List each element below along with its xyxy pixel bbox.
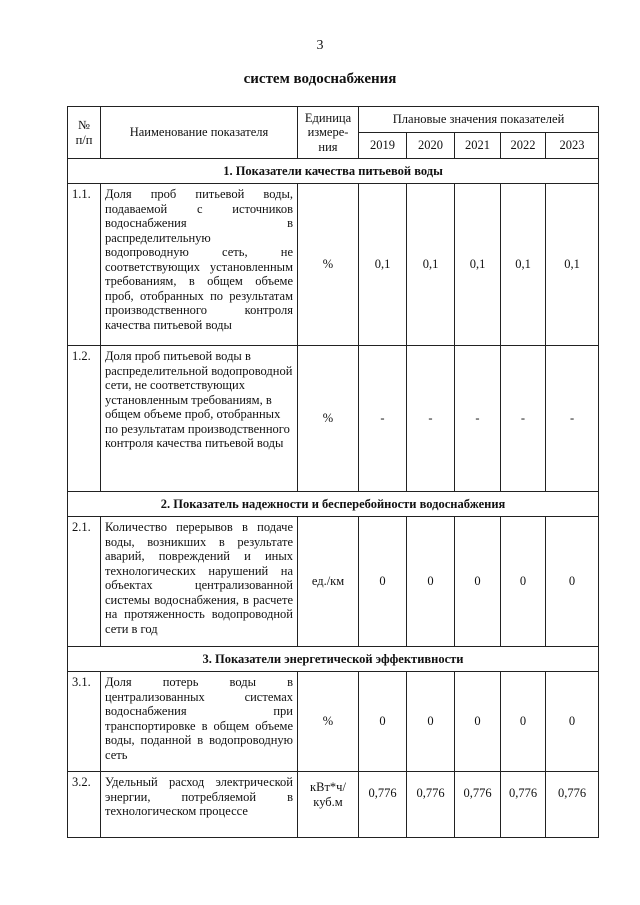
row-num: 1.2. bbox=[68, 346, 101, 492]
row-num: 1.1. bbox=[68, 184, 101, 346]
row-value: 0,1 bbox=[501, 184, 546, 346]
header-year: 2020 bbox=[407, 133, 455, 159]
header-num: № п/п bbox=[68, 107, 101, 159]
row-value: 0,776 bbox=[455, 772, 501, 838]
page-number: 3 bbox=[316, 38, 324, 53]
row-value: 0,776 bbox=[546, 772, 599, 838]
header-year: 2019 bbox=[359, 133, 407, 159]
row-unit: ед./км bbox=[298, 517, 359, 647]
header-year: 2021 bbox=[455, 133, 501, 159]
table-row bbox=[68, 772, 599, 838]
row-value: 0 bbox=[455, 672, 501, 772]
header-row-1 bbox=[68, 107, 599, 133]
section-row bbox=[68, 159, 599, 184]
row-value: 0,1 bbox=[407, 184, 455, 346]
row-unit: % bbox=[298, 672, 359, 772]
row-name: Количество перерывов в подаче воды, возникших в результате аварий, повреждений и иных технологических нарушений на объектах централизованной системы водоснабжения, в расчете на протяженность водопроводной сети в год bbox=[101, 517, 298, 647]
row-value: - bbox=[407, 346, 455, 492]
row-value: 0 bbox=[501, 517, 546, 647]
row-value: 0,776 bbox=[359, 772, 407, 838]
section-title: 3. Показатели энергетической эффективности bbox=[68, 647, 599, 672]
row-value: - bbox=[455, 346, 501, 492]
section-title: 2. Показатель надежности и бесперебойности водоснабжения bbox=[68, 492, 599, 517]
row-name: Доля проб питьевой воды, подаваемой с источников водоснабжения в распределительную водопроводную сеть, не соответствующих установленным требованиям, в общем объеме проб, отобранных по результатам производственного контроля качества питьевой воды bbox=[101, 184, 298, 346]
row-num: 3.1. bbox=[68, 672, 101, 772]
section-row bbox=[68, 647, 599, 672]
header-year: 2022 bbox=[501, 133, 546, 159]
row-value: 0 bbox=[546, 517, 599, 647]
table-row bbox=[68, 517, 599, 647]
row-name: Удельный расход электрической энергии, потребляемой в технологическом процессе bbox=[101, 772, 298, 838]
row-value: - bbox=[546, 346, 599, 492]
row-value: - bbox=[359, 346, 407, 492]
row-name: Доля потерь воды в централизованных системах водоснабжения при транспортировке в общем объеме воды, поданной в водопроводную сеть bbox=[101, 672, 298, 772]
header-year: 2023 bbox=[546, 133, 599, 159]
row-value: 0,1 bbox=[455, 184, 501, 346]
row-value: 0 bbox=[359, 517, 407, 647]
row-value: 0,1 bbox=[546, 184, 599, 346]
row-value: 0,776 bbox=[407, 772, 455, 838]
table-row bbox=[68, 346, 599, 492]
row-unit: % bbox=[298, 346, 359, 492]
row-value: 0 bbox=[407, 672, 455, 772]
row-unit: % bbox=[298, 184, 359, 346]
row-value: 0 bbox=[546, 672, 599, 772]
row-name: Доля проб питьевой воды в распределительной водопроводной сети, не соответствующих установленным требованиям, в общем объеме проб, отобранных по результатам производственного контроля качества питьевой воды bbox=[101, 346, 298, 492]
row-value: - bbox=[501, 346, 546, 492]
row-unit: кВт*ч/ куб.м bbox=[298, 772, 359, 838]
row-value: 0 bbox=[359, 672, 407, 772]
header-name: Наименование показателя bbox=[101, 107, 298, 159]
section-row bbox=[68, 492, 599, 517]
row-value: 0,776 bbox=[501, 772, 546, 838]
row-value: 0 bbox=[407, 517, 455, 647]
indicators-table bbox=[67, 106, 599, 838]
row-num: 3.2. bbox=[68, 772, 101, 838]
row-value: 0,1 bbox=[359, 184, 407, 346]
table-row bbox=[68, 184, 599, 346]
section-title: 1. Показатели качества питьевой воды bbox=[68, 159, 599, 184]
header-planned: Плановые значения показателей bbox=[359, 107, 599, 133]
page-title: систем водоснабжения bbox=[243, 71, 397, 87]
row-value: 0 bbox=[501, 672, 546, 772]
header-unit: Единица измере-ния bbox=[298, 107, 359, 159]
row-value: 0 bbox=[455, 517, 501, 647]
table-row bbox=[68, 672, 599, 772]
row-num: 2.1. bbox=[68, 517, 101, 647]
